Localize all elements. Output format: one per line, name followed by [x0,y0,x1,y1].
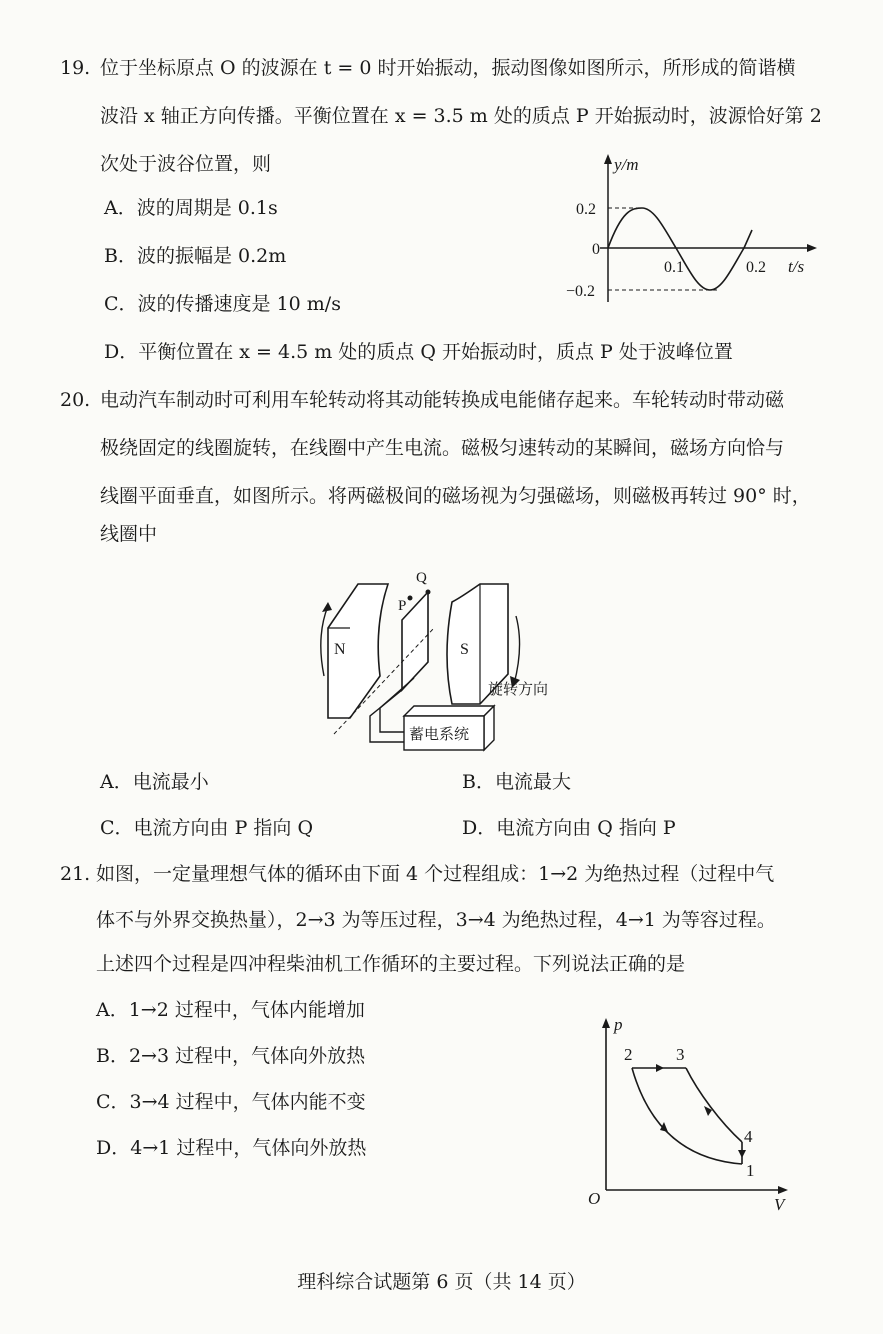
q19-option-b[interactable]: B．波的振幅是 0.2m [104,245,287,267]
point-2-label: 2 [624,1045,633,1064]
q19-option-d[interactable]: D．平衡位置在 x = 4.5 m 处的质点 Q 开始振动时，质点 P 处于波峰位置 [104,341,733,363]
q20-stem-line-3: 线圈平面垂直，如图所示。将两磁极间的磁场视为匀强磁场，则磁极再转过 90° 时， [100,485,811,507]
q20-stem-line-2: 极绕固定的线圈旋转，在线圈中产生电流。磁极匀速转动的某瞬间，磁场方向恰与 [100,437,785,459]
north-label: N [334,641,346,658]
q21-stem-line-2: 体不与外界交换热量），2→3 为等压过程，3→4 为绝热过程，4→1 为等容过程。 [96,909,776,931]
x-axis-label: t/s [788,257,805,276]
q19-stem-line-2: 波沿 x 轴正方向传播。平衡位置在 x = 3.5 m 处的质点 P 开始振动时，波源恰好第 2 [100,105,822,127]
page-footer: 理科综合试题第 6 页（共 14 页） [297,1271,586,1293]
q20-number: 20. [60,389,91,411]
q20-option-b[interactable]: B．电流最大 [462,771,571,793]
process-3-4 [686,1068,742,1142]
left-rotation-arrow [321,606,328,676]
q20-option-c[interactable]: C．电流方向由 P 指向 Q [100,817,314,839]
q21-number: 21. [60,863,91,885]
x-tick-0.2: 0.2 [746,259,766,276]
v-axis-label: V [774,1195,785,1214]
q19-option-a[interactable]: A．波的周期是 0.1s [104,197,278,219]
y-axis-arrow [604,154,612,164]
q21-stem-line-1: 如图，一定量理想气体的循环由下面 4 个过程组成：1→2 为绝热过程（过程中气 [96,863,775,885]
point-q-label: Q [416,570,427,586]
v-axis-arrow [778,1186,788,1194]
q20-stem-line-4: 线圈中 [100,523,158,545]
y-tick-pos: 0.2 [576,201,596,218]
point-3-label: 3 [676,1045,685,1064]
q20-generator-figure [310,566,570,766]
south-label: S [460,641,469,658]
x-axis-arrow [807,244,817,252]
process-1-2 [632,1068,742,1164]
point-4-label: 4 [744,1127,753,1146]
storage-box-top [404,706,494,716]
q20-option-d[interactable]: D．电流方向由 Q 指向 P [462,817,676,839]
q19-number: 19. [60,57,91,79]
q21-pv-diagram [580,1012,800,1217]
y-axis-label: y/m [614,155,639,174]
q21-option-b[interactable]: B．2→3 过程中，气体向外放热 [96,1045,366,1067]
q19-option-c[interactable]: C．波的传播速度是 10 m/s [104,293,341,315]
point-p-label: P [398,598,407,614]
q21-option-c[interactable]: C．3→4 过程中，气体内能不变 [96,1091,366,1113]
rotation-label: 旋转方向 [488,682,549,698]
sine-curve [608,208,752,290]
q19-stem-line-3: 次处于波谷位置，则 [100,153,272,175]
q20-stem-line-1: 电动汽车制动时可利用车轮转动将其动能转换成电能储存起来。车轮转动时带动磁 [100,389,785,411]
origin-label: O [588,1189,601,1208]
q19-stem-line-1: 位于坐标原点 O 的波源在 t = 0 时开始振动，振动图像如图所示，所形成的简谐横 [100,57,796,79]
p-axis-label: p [614,1015,623,1034]
y-tick-neg: −0.2 [566,283,596,300]
origin-label: 0 [592,241,600,258]
q21-option-d[interactable]: D．4→1 过程中，气体向外放热 [96,1137,367,1159]
q21-option-a[interactable]: A．1→2 过程中，气体内能增加 [96,999,365,1021]
q19-wave-figure [560,150,825,310]
point-1-label: 1 [746,1161,755,1180]
q20-option-a[interactable]: A．电流最小 [100,771,209,793]
p-axis-arrow [602,1018,610,1028]
storage-label: 蓄电系统 [409,727,470,743]
q21-stem-line-3: 上述四个过程是四冲程柴油机工作循环的主要过程。下列说法正确的是 [96,953,686,975]
right-rotation-arrow [514,616,520,684]
x-tick-0.1: 0.1 [664,259,684,276]
